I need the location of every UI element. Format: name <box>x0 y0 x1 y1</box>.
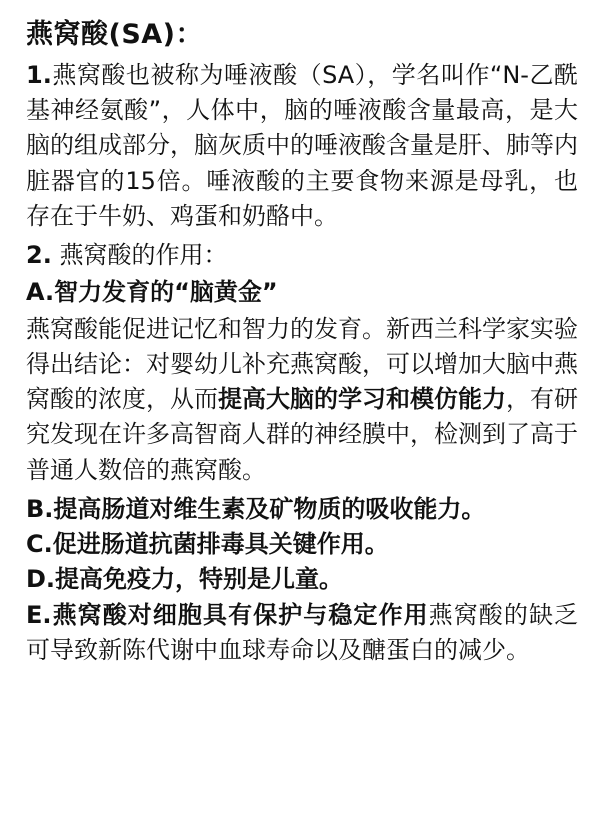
paragraph-item-e <box>26 598 578 669</box>
item-a-body-emphasis: 提高大脑的学习和模仿能力 <box>218 385 506 414</box>
item-e-body: 燕窝酸的缺乏可导致新陈代谢中血球寿命以及醣蛋白的减少。 <box>26 600 579 664</box>
paragraph-1-text: 燕窝酸也被称为唾液酸（SA），学名叫作“N-乙酰基神经氨酸”，人体中，脑的唾液酸含量最高，是大脑的组成部分，脑灰质中的唾液酸含量是肝、肺等内脏器官的15倍。唾液酸的主要食物来源是母乳，也存在于牛奶、鸡蛋和奶酪中。 <box>26 60 578 230</box>
heading-item-a: A.智力发育的“脑黄金” <box>26 278 278 307</box>
paragraph-1-lead: 1. <box>26 60 52 89</box>
item-a-body-part2: ，有研究发现在许多高智商人群的神经膜中，检测到了高于普通人数倍的燕窝酸。 <box>26 385 578 484</box>
heading-item-b: B.提高肠道对维生素及矿物质的吸收能力。 <box>26 494 486 523</box>
paragraph-2-text: 燕窝酸的作用： <box>51 241 228 270</box>
page-title: 燕窝酸(SA)： <box>26 19 204 50</box>
heading-item-e: E.燕窝酸对细胞具有保护与稳定作用 <box>26 600 429 629</box>
heading-item-c: C.促进肠道抗菌排毒具关键作用。 <box>26 530 389 559</box>
paragraph-item-1 <box>26 58 578 234</box>
heading-item-d: D.提高免疫力，特别是儿童。 <box>26 565 344 594</box>
paragraph-item-a-body <box>26 312 578 488</box>
item-a-body-part1: 燕窝酸能促进记忆和智力的发育。新西兰科学家实验得出结论：对婴幼儿补充燕窝酸，可以增加大脑中燕窝酸的浓度，从而 <box>26 314 578 414</box>
paragraph-2-lead: 2. <box>26 241 52 270</box>
paragraph-item-2 <box>26 238 578 273</box>
